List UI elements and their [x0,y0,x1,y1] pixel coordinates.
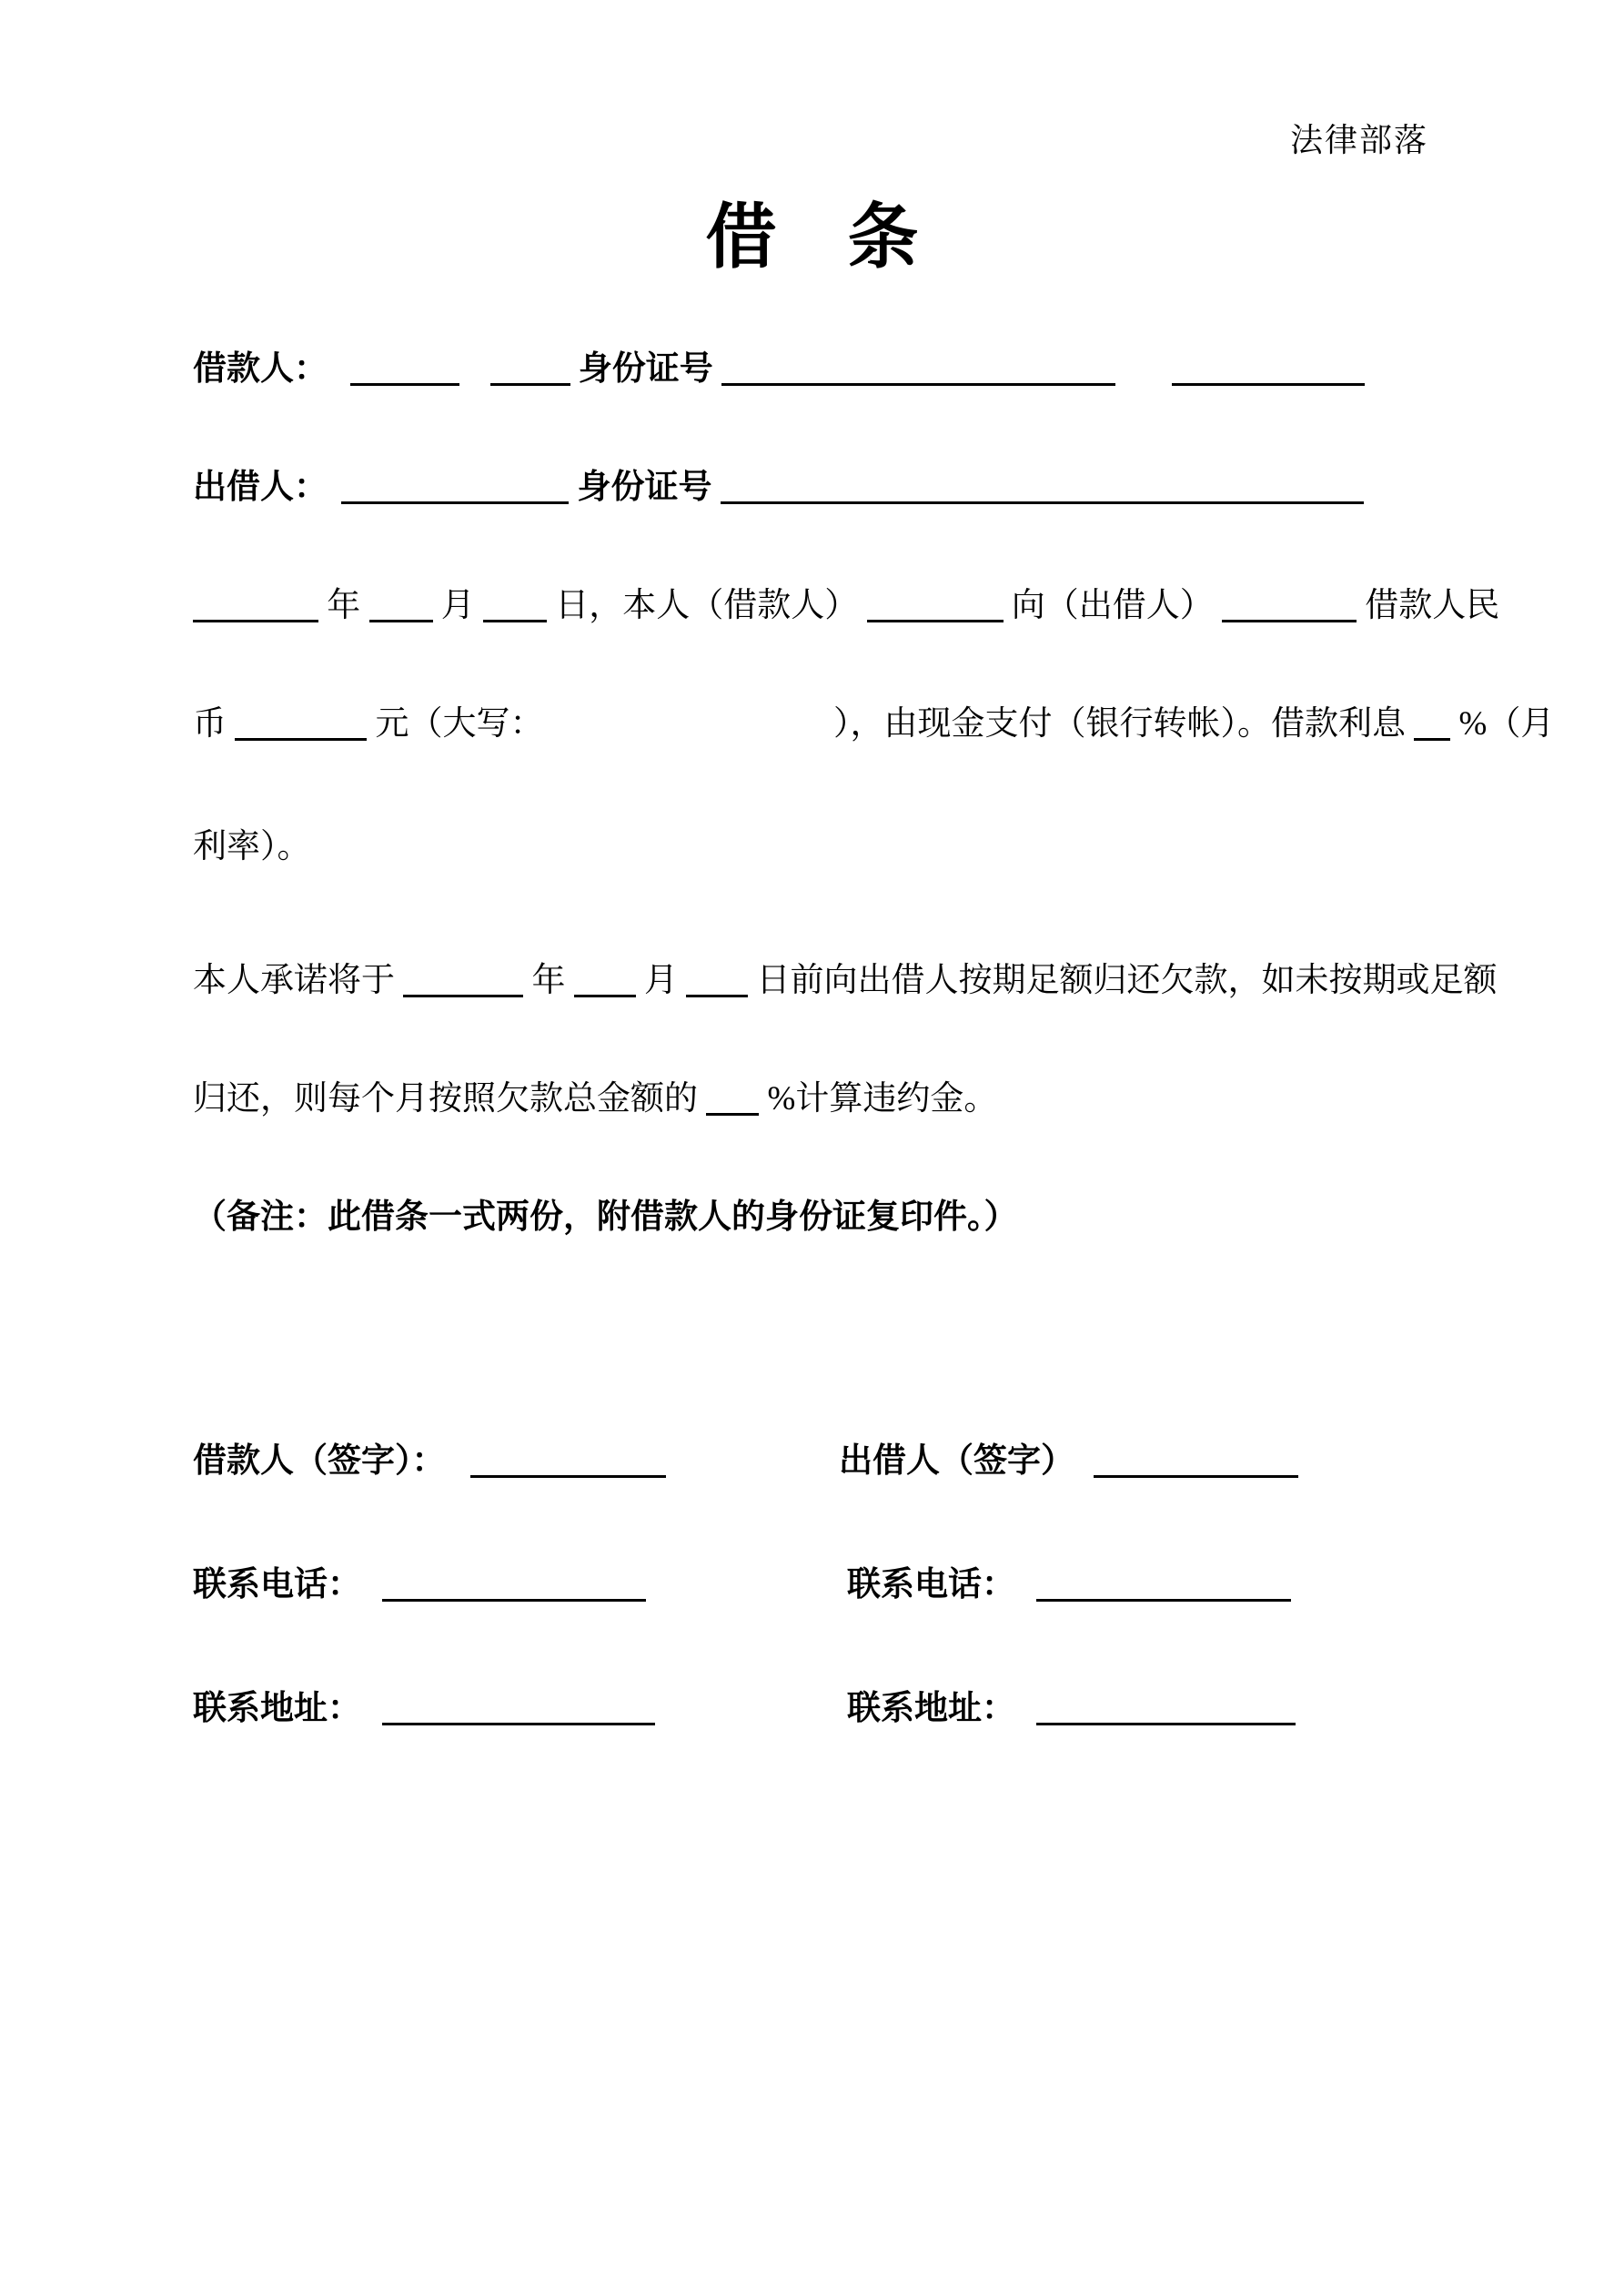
borrower-phone-label: 联系电话： [193,1566,361,1603]
lender-address-blank [1036,1692,1296,1725]
note-text: （备注：此借条一式两份，附借款人的身份证复印件。） [193,1199,1018,1236]
lender-id-blank [721,470,1364,504]
loan-month-blank [369,589,433,622]
lender-label: 出借人： [193,469,328,506]
payment-method-text: ），由现金支付（银行转帐）。借款利息 [833,705,1406,743]
borrower-line [193,349,1365,390]
capital-amount-space [552,725,825,734]
penalty-rate-blank [706,1082,759,1116]
penalty-head-text: 归还，则每个月按照欠款总金额的 [193,1080,698,1118]
lender-phone-blank [1036,1568,1291,1602]
borrower-sign-blank [470,1444,666,1478]
year-label: 年 [327,587,361,624]
percent-month-text: %（月 [1458,705,1555,743]
lender-sign-line [839,1441,1298,1482]
borrower-name-blank [350,352,459,386]
borrower-address-blank [382,1692,655,1725]
borrower-phone-blank [382,1568,646,1602]
interest-rate-blank [1414,707,1450,741]
penalty-line [193,1078,997,1120]
borrower-label: 借款人： [193,350,328,388]
lender-id-label: 身份证号 [577,469,712,506]
note-line [193,1197,1018,1239]
repay-month-blank [574,964,636,997]
promise-line [193,960,1498,1002]
penalty-tail-text: %计算违约金。 [767,1080,998,1118]
loan-day-blank [483,589,547,622]
repay-year-label: 年 [531,962,566,999]
promise-head-text: 本人承诺将于 [193,962,395,999]
repay-year-blank [403,964,523,997]
borrower-sign-line [193,1441,666,1482]
loan-year-blank [193,589,318,622]
borrower-id-label: 身份证号 [578,350,713,388]
lender-name-blank [341,470,569,504]
borrower-name-blank-2 [490,352,570,386]
yuan-capital-text: 元（大写： [375,705,544,743]
amount-blank [235,707,367,741]
lender-line [193,467,1364,509]
loan-rmb-text: 借款人民 [1365,587,1500,624]
loan-amount-line [193,703,1554,745]
borrower-id-blank [721,352,1115,386]
lender-phone-label: 联系电话： [847,1566,1015,1603]
borrower-address-label: 联系地址： [193,1690,361,1727]
month-label: 月 [440,587,475,624]
borrower-name-inline-blank [867,589,1004,622]
day-and-borrower-text: 日，本人（借款人） [555,587,859,624]
loan-date-line [193,585,1499,627]
lender-sign-label: 出借人（签字） [839,1442,1074,1480]
lender-address-label: 联系地址： [847,1690,1015,1727]
borrower-sign-label: 借款人（签字）： [193,1442,446,1480]
rate-tail-line [193,826,311,868]
document-title: 借 条 [705,197,919,277]
repay-month-label: 月 [644,962,678,999]
to-lender-text: 向（出借人） [1011,587,1214,624]
lender-phone-line [847,1564,1291,1606]
borrower-address-line [193,1688,655,1730]
lender-sign-blank [1094,1444,1298,1478]
promise-tail-text: 日前向出借人按期足额归还欠款，如未按期或足额 [756,962,1498,999]
repay-day-blank [686,964,748,997]
lender-name-inline-blank [1222,589,1357,622]
lender-address-line [847,1688,1296,1730]
watermark-text: 法律部落 [1289,122,1428,158]
rate-tail-text: 利率）。 [193,828,311,865]
currency-text: 币 [193,705,227,743]
borrower-phone-line [193,1564,646,1606]
borrower-id-blank-2 [1172,352,1365,386]
